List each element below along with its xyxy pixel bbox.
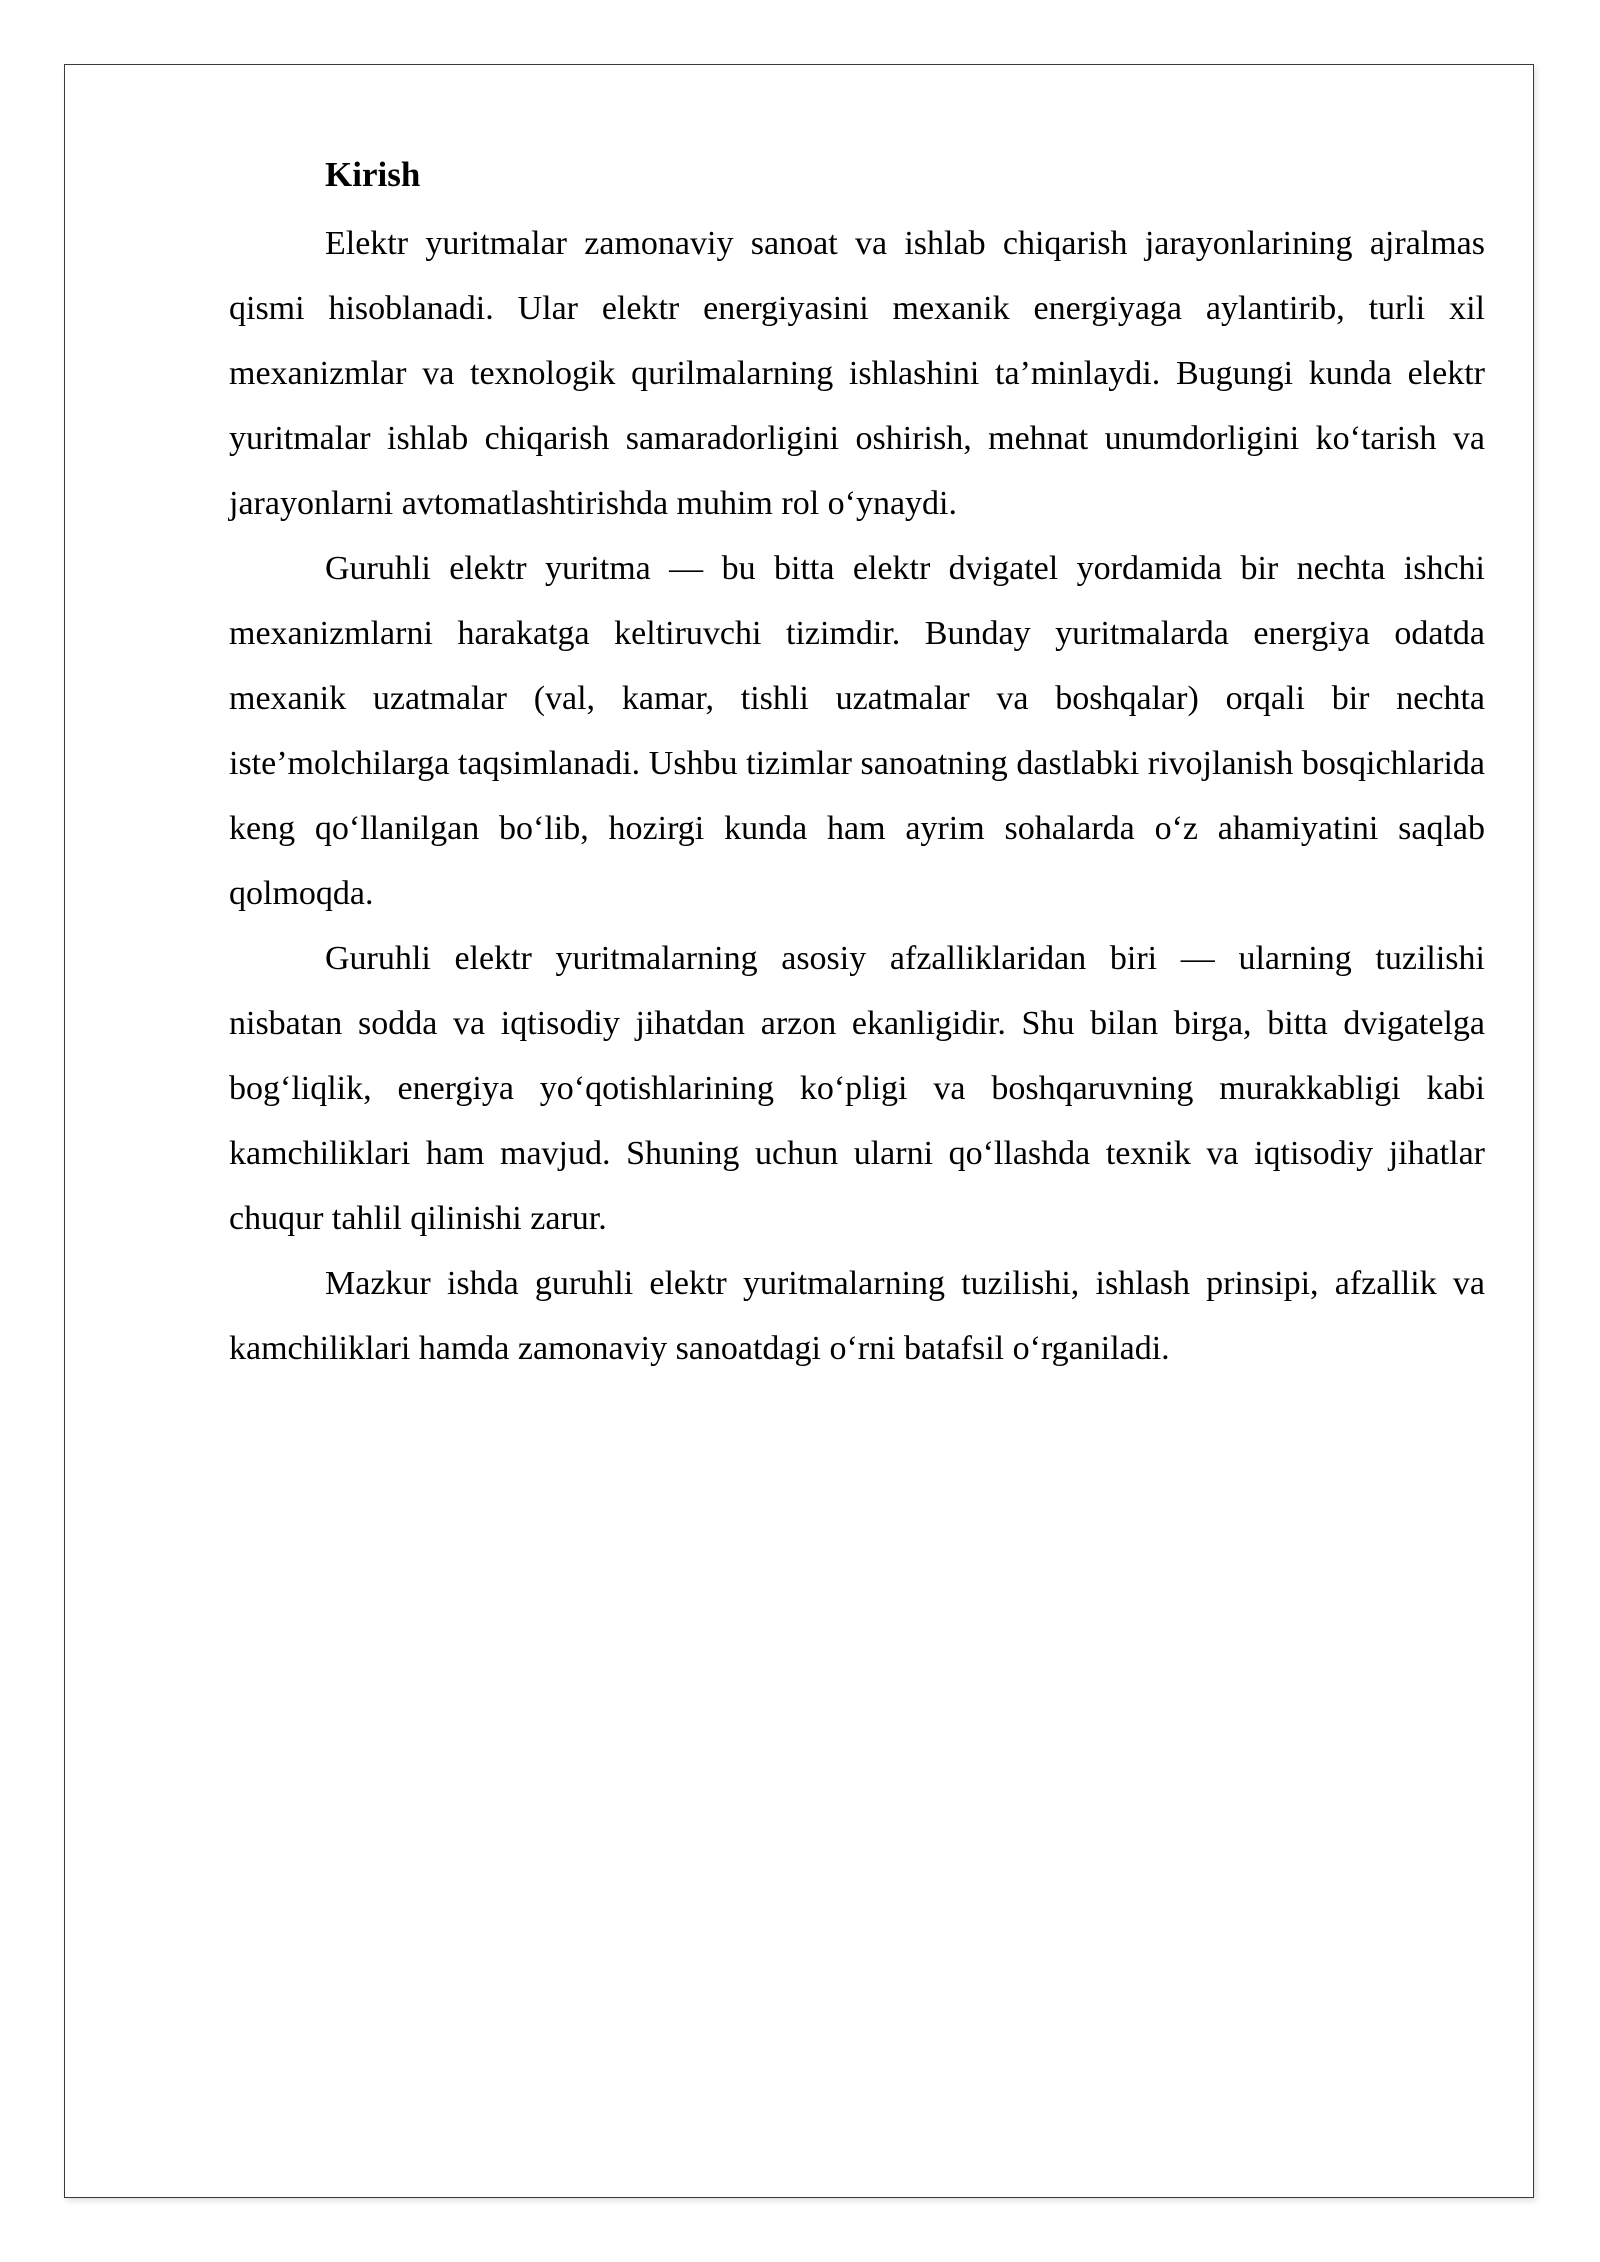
- paragraph-2: Guruhli elektr yuritma — bu bitta elektr dvigatel yordamida bir nechta ishchi mexanizmlarni harakatga keltiruvchi tizimdir. Bunday yuritmalarda energiya odatda mexanik uzatmalar (val, kamar, tishli uzatmalar va boshqalar) orqali bir nechta iste’molchilarga taqsimlanadi. Ushbu tizimlar sanoatning dastlabki rivojlanish bosqichlarida keng qo‘llanilgan bo‘lib, hozirgi kunda ham ayrim sohalarda o‘z ahamiyatini saqlab qolmoqda.: [229, 550, 1485, 912]
- document-body: [229, 146, 1485, 1381]
- paragraph-1: Elektr yuritmalar zamonaviy sanoat va ishlab chiqarish jarayonlarining ajralmas qismi hisoblanadi. Ular elektr energiyasini mexanik energiyaga aylantirib, turli xil mexanizmlar va texnologik qurilmalarning ishlashini ta’minlaydi. Bugungi kunda elektr yuritmalar ishlab chiqarish samaradorligini oshirish, mehnat unumdorligini ko‘tarish va jarayonlarni avtomatlashtirishda muhim rol o‘ynaydi.: [229, 225, 1485, 522]
- section-heading: Kirish: [325, 155, 421, 194]
- paragraph-3: Guruhli elektr yuritmalarning asosiy afzalliklaridan biri — ularning tuzilishi nisbatan sodda va iqtisodiy jihatdan arzon ekanligidir. Shu bilan birga, bitta dvigatelga bog‘liqlik, energiya yo‘qotishlarining ko‘pligi va boshqaruvning murakkabligi kabi kamchiliklari ham mavjud. Shuning uchun ularni qo‘llashda texnik va iqtisodiy jihatlar chuqur tahlil qilinishi zarur.: [229, 940, 1485, 1237]
- paragraph-4: Mazkur ishda guruhli elektr yuritmalarning tuzilishi, ishlash prinsipi, afzallik va kamchiliklari hamda zamonaviy sanoatdagi o‘rni batafsil o‘rganiladi.: [229, 1265, 1485, 1367]
